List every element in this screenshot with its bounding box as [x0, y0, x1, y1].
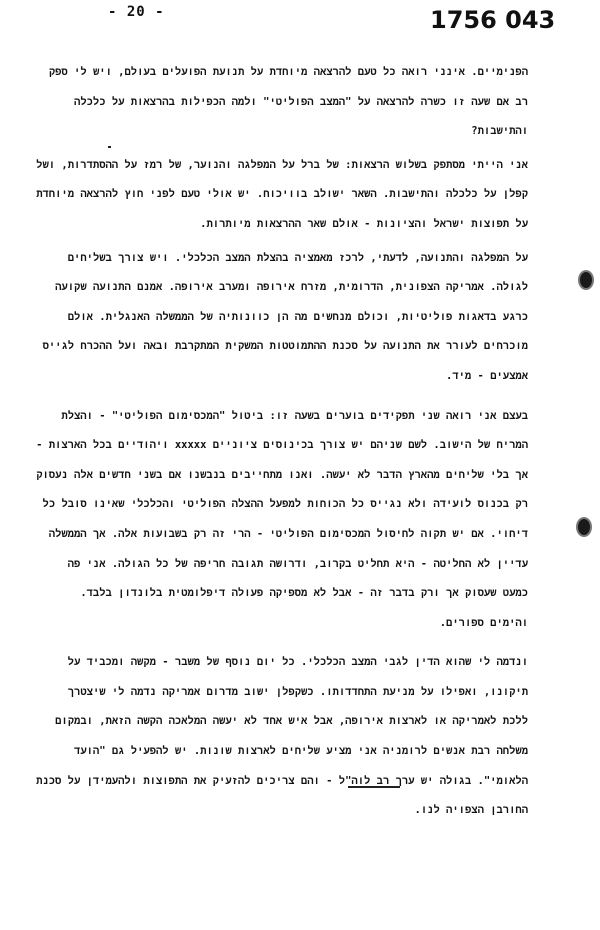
paragraph-2: [36, 151, 528, 240]
punch-hole-icon: [578, 270, 594, 290]
text-line: ונדמה לי שהוא הדין לגבי המצב הכלכלי. כל יום נוסף של משבר - מקשה ומכביד על: [67, 656, 528, 669]
text-line: אני הייתי מסתפק בשלוש הרצאות: של ברל על המפלגה והנוער, של רמז על ההסתדרות, ושל: [36, 158, 528, 171]
closing-rule: [348, 786, 400, 788]
text-line: אמצעים - מיד.: [446, 369, 528, 382]
text-line: הפנימיים. אינני רואה כל טעם להרצאה מיוחדת על תנועת הפועלים בעולם, ויש לי ספק: [48, 66, 528, 78]
document-body: [36, 58, 528, 826]
text-line: רק בכנוס לועידה ולא נגייס כל הכוחות למפעל ההצלה הפוליטי והכלכלי שאינו סובל כל: [42, 498, 528, 511]
archive-number: 1756 043: [430, 6, 556, 34]
text-line: תיקונו, ואפילו על מניעת התחדדותו. כשקפלן ישוב מדרום אמריקה נדמה לי שיצטרך: [67, 685, 528, 698]
paragraph-4: [36, 402, 528, 639]
text-line: המריח של הישוב. לשם שניהם יש צורך בכינוסים ציוניים xxxxx ויהודיים בכל הארצות -: [36, 439, 528, 452]
text-line: מוכרחים לעורר את התנועה על סכנת ההתמוטטות המשקית המתקרבת ובאה ועל ההכרח לגייס: [42, 340, 528, 353]
paragraph-5: [36, 648, 528, 826]
text-line: אך בלי שליחים מהארץ הדבר לא יעשה. ואנו מתחייבים בנבשנו אם בשני חדשים אלה נעסוק: [36, 468, 528, 481]
paragraph-1: [48, 58, 528, 147]
text-line: החורבן הצפויה לנו.: [414, 804, 528, 817]
text-line: והימים ספורים.: [439, 616, 528, 629]
page-number: - 20 -: [108, 4, 165, 20]
text-line: בעצם אני רואה שני תפקידים בוערים בשעה זו: ביטול "המכסימום הפוליטי" - והצלת: [61, 409, 528, 422]
text-line: קפלן על כלכלה והתישבות. השאר ישולב בוויכוח. יש אולי טעם לפני חוץ להרצאה מיוחדת: [36, 188, 528, 201]
text-line: עדיין לא החליטה - היא תחליט בקרוב, ודרושה תגובה חריפה של כל הגולה. אני פה: [67, 557, 528, 570]
text-line: כמעט שעסוק אך ורק בדבר זה - אבל לא מספיקה פעולה דיפלומטית בלונדון בלבד.: [80, 587, 528, 600]
text-line: לגולה. אמריקה הצפונית, הדרומית, מזרח אירופה ומערב אירופה. אמנם התנועה שקועה: [55, 281, 528, 294]
text-line: והתישבות?: [471, 125, 528, 138]
text-line: דיחוי. אם יש תקוה לחיסול המכסימום הפוליטי - הרי זה רק בשבועות אלה. אך הממשלה: [48, 527, 528, 540]
punch-hole-icon: [576, 517, 592, 537]
text-line: רב אם שעה זו כשרה להרצאה על "המצב הפוליטי" ולמה הכפילות בהרצאות על כלכלה: [74, 95, 528, 108]
text-line: ללכת לאמריקה או לארצות אירופה, אבל איש אחד לא יעשה המלאכה הקשה הזאת, ובמקום: [55, 715, 528, 728]
text-line: משלחה רבת אנשים לרומניה אני מציע שליחים לארצות שונות. יש להפעיל גם "הועד: [74, 745, 528, 758]
text-line: הלאומי". בגולה יש ערך רב לוה"ל - והם צריכים להזעיק את התפוצות ולהעמידן על סכנת: [36, 774, 528, 787]
text-line: על המפלגה והתנועה, לדעתי, לרכז מאמציה בהצלת המצב הכלכלי. ויש צורך בשליחים: [67, 251, 528, 264]
text-line: כרגע בדאגות פוליטיות, וכולם מנחשים מה הן כוונותיה של הממשלה האנגלית. אולם: [67, 310, 528, 323]
text-line: על תפוצות ישראל והציונות - אולם שאר ההרצאות מיותרות.: [200, 217, 528, 230]
paragraph-3: [42, 244, 528, 392]
